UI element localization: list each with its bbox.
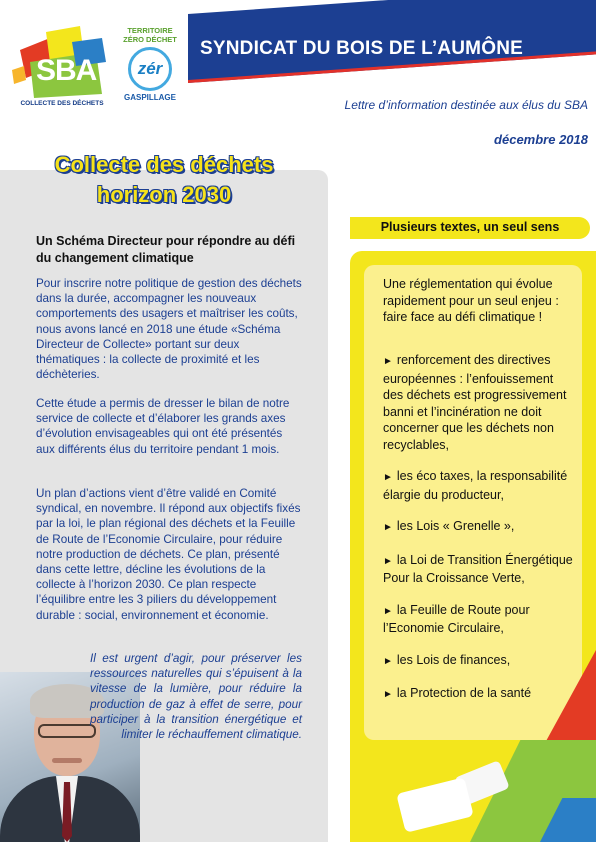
issue-date: décembre 2018 — [494, 132, 588, 147]
list-item: ► la Protection de la santé — [383, 686, 532, 700]
bullet-arrow-icon: ► — [383, 356, 393, 367]
list-item: ► la Loi de Transition Énergétique Pour la Croissance Verte, — [383, 552, 573, 585]
sidebar-header: Plusieurs textes, un seul sens — [380, 220, 560, 234]
main-title-line1: Collecte des déchets — [54, 152, 274, 177]
sba-logo — [10, 22, 110, 114]
bullet-arrow-icon: ► — [383, 655, 393, 667]
list-item: ► les Lois de finances, — [383, 652, 511, 667]
main-title — [0, 150, 328, 210]
main-title-line2: horizon 2030 — [96, 182, 232, 207]
paragraph-3: Un plan d’actions vient d’être validé en Comité syndical, en novembre. Il répond aux objectifs fixés par la loi, le plan régional des déchets et la Feuille de Route de l’Economie Circulaire, pour réduire notre production de déchets. Ce plan, présenté dans cette lettre, décline les évolutions de la collecte à l’horizon 2030. Ce plan respecte l’équilibre entre les 3 piliers du développement durable : social, environnement et économie. — [36, 487, 301, 622]
sidebar-intro: Une réglementation qui évolue rapidement pour un seul enjeu : faire face au défi climatique ! — [383, 277, 559, 324]
quote-text: Il est urgent d’agir, pour préserver les ressources naturelles qui s’épuisent à la vitesse de la lumière, pour réduire la production de gaz à effet de serre, pour participer à la transition énergétique et limiter le réchauffement climatique. — [90, 652, 302, 742]
sba-logo-text: SBA — [36, 54, 97, 87]
newsletter-title: SYNDICAT DU BOIS DE L’AUMÔNE — [200, 38, 523, 59]
bullet-arrow-icon: ► — [383, 689, 393, 700]
recycle-circle-icon — [128, 47, 172, 91]
list-item: ► renforcement des directives européennes : l’enfouissement des déchets est progressivement banni et l’incinération ne doit concerner que les déchets non recyclables, — [383, 353, 567, 452]
zd-bottom: GASPILLAGE — [123, 93, 176, 102]
zero-dechet-logo — [118, 26, 182, 114]
list-item: ► les Lois « Grenelle », — [383, 519, 515, 533]
bullet-arrow-icon: ► — [383, 472, 393, 483]
lead-heading: Un Schéma Directeur pour répondre au défi du changement climatique — [36, 234, 296, 265]
zd-word: zér — [137, 59, 163, 78]
zd-line2: ZÉRO DÉCHET — [123, 35, 177, 44]
paragraph-1: Pour inscrire notre politique de gestion des déchets dans la durée, accompagner les nouveaux comportements des usagers et maîtriser les coûts, nous avons lancé en 2018 une étude «Schéma Directeur de Collecte» portant sur deux thématiques : la collecte de proximité et les déchèteries. — [36, 277, 302, 382]
paragraph-2: Cette étude a permis de dresser le bilan de notre service de collecte et d’élaborer les grands axes d’évolution envisageables qui ont été présentés aux différents élus du territoire pendant 1 mois. — [36, 397, 290, 456]
bullet-arrow-icon: ► — [383, 522, 393, 533]
sba-logo-caption: COLLECTE DES DÉCHETS — [20, 100, 104, 107]
newsletter-subtitle: Lettre d’information destinée aux élus du SBA — [344, 98, 588, 112]
list-item: ► les éco taxes, la responsabilité élargie du producteur, — [383, 469, 568, 502]
bullet-arrow-icon: ► — [383, 605, 393, 617]
zd-line1: TERRITOIRE — [127, 26, 173, 35]
list-item: ► la Feuille de Route pour l’Economie Circulaire, — [383, 602, 530, 635]
regulation-list — [383, 352, 575, 719]
bullet-arrow-icon: ► — [383, 555, 393, 567]
glasses-icon — [38, 724, 96, 738]
